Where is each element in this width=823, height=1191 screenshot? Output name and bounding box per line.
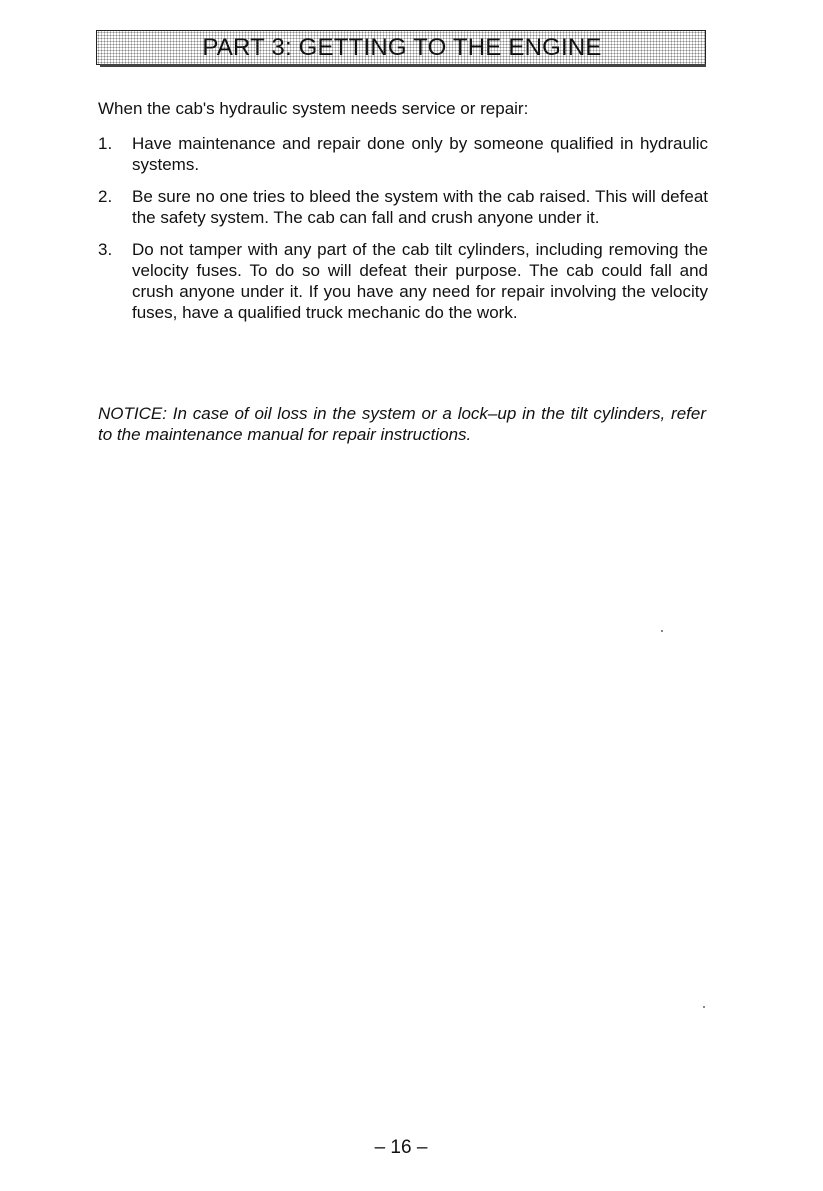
section-title: PART 3: GETTING TO THE ENGINE	[202, 34, 602, 61]
section-header-shadow	[100, 64, 706, 67]
step-text: Have maintenance and repair done only by someone qualified in hydraulic systems.	[132, 134, 708, 174]
notice-paragraph: NOTICE: In case of oil loss in the system or a lock–up in the tilt cylinders, refer to the maintenance manual for repair instructions.	[98, 404, 706, 444]
scan-speck	[703, 1006, 705, 1008]
step-text: Be sure no one tries to bleed the system with the cab raised. This will defeat the safety system. The cab can fall and crush anyone under it.	[132, 187, 708, 227]
step-number: 3.	[98, 240, 113, 259]
step-text: Do not tamper with any part of the cab tilt cylinders, including removing the velocity fuses. To do so will defeat their purpose. The cab could fall and crush anyone under it. If you have any need for repair involving the velocity fuses, have a qualified truck mechanic do the work.	[132, 240, 708, 322]
page-number: – 16 –	[374, 1137, 428, 1158]
list-item	[98, 186, 708, 228]
list-item	[98, 239, 708, 323]
step-number: 2.	[98, 187, 113, 206]
list-item	[98, 133, 708, 175]
instruction-list	[98, 133, 708, 334]
scan-speck	[661, 630, 663, 632]
step-number: 1.	[98, 134, 113, 153]
intro-paragraph: When the cab's hydraulic system needs service or repair:	[98, 99, 529, 118]
